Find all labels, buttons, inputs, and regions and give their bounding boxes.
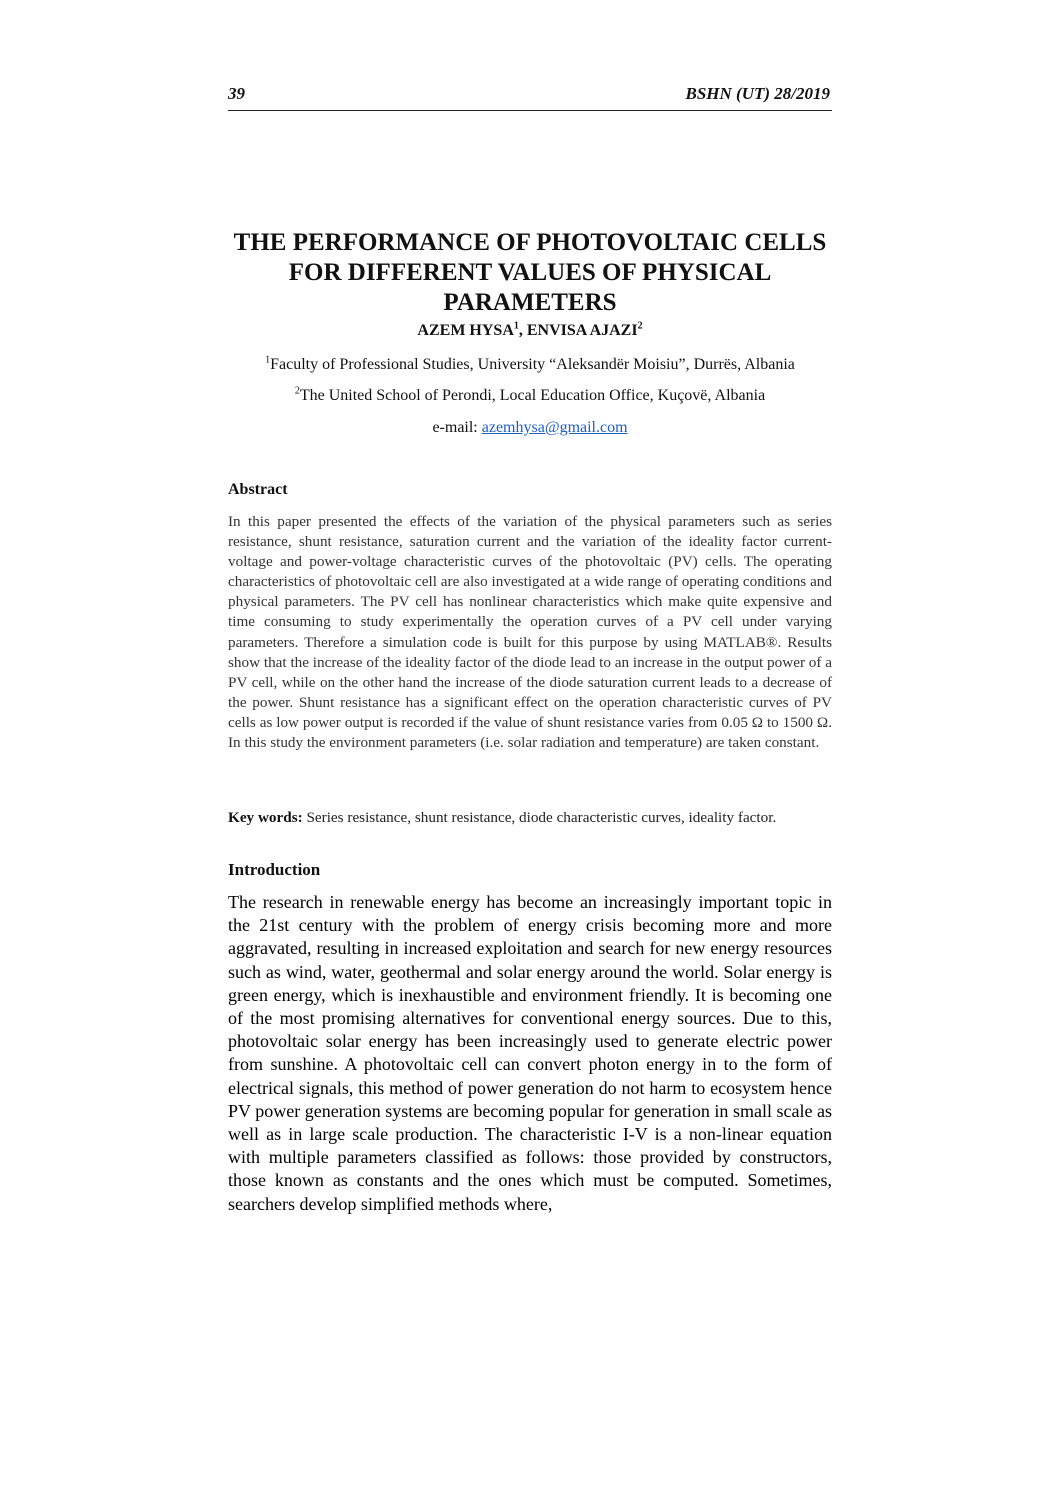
keywords: [228, 808, 832, 829]
running-header: [228, 84, 832, 111]
email-line: [228, 419, 832, 437]
author-separator: ,: [518, 322, 527, 339]
keywords-label: Key words:: [228, 809, 303, 826]
keywords-text: Series resistance, shunt resistance, diode characteristic curves, ideality factor.: [302, 809, 777, 826]
title-line: PARAMETERS: [443, 289, 617, 316]
introduction-body: The research in renewable energy has become an increasingly important topic in the 21st century with the problem of energy crisis becoming more and more aggravated, resulting in increased exploitation and search for new energy resources such as wind, water, geothermal and solar energy around the world. Solar energy is green energy, which is inexhaustible and environment friendly. It is becoming one of the most promising alternatives for conventional energy sources. Due to this, photovoltaic solar energy has been increasingly used to generate electric power from sunshine. A photovoltaic cell can convert photon energy in to the form of electrical signals, this method of power generation do not harm to ecosystem hence PV power generation systems are becoming popular for generation in small scale as well as in large scale production. The characteristic I-V is a non-linear equation with multiple parameters classified as follows: those provided by constructors, those known as constants and the ones which must be computed. Sometimes, searchers develop simplified methods where,: [228, 892, 832, 1214]
email-link[interactable]: azemhysa@gmail.com: [481, 419, 628, 436]
affiliation-mark: 1: [265, 354, 271, 366]
abstract-heading: Abstract: [228, 481, 288, 498]
affiliation-mark: 2: [294, 385, 300, 397]
affiliation: [228, 356, 832, 374]
author-name: ENVISA AJAZI: [526, 322, 638, 339]
paper-title: [228, 228, 832, 318]
abstract-body: In this paper presented the effects of the variation of the physical parameters such as series resistance, shunt resistance, saturation current and the variation of the ideality factor current-voltage and power-voltage characteristic curves of the photovoltaic (PV) cells. The operating characteristics of photovoltaic cell are also investigated at a wide range of operating conditions and physical parameters. The PV cell has nonlinear characteristics which make quite expensive and time consuming to study experimentally the operation curves of a PV cell under varying parameters. Therefore a simulation code is built for this purpose by using MATLAB®. Results show that the increase of the ideality factor of the diode lead to an increase in the output power of a PV cell, while on the other hand the increase of the diode saturation current leads to a decrease of the power. Shunt resistance has a significant effect on the operation characteristic curves of PV cells as low power output is recorded if the value of shunt resistance varies from 0.05 Ω to 1500 Ω. In this study the environment parameters (i.e. solar radiation and temperature) are taken constant.: [228, 513, 832, 752]
affiliation-text: Faculty of Professional Studies, University “Aleksandër Moisiu”, Durrës, Albania: [270, 356, 795, 373]
affiliation: [228, 387, 832, 405]
page-number: 39: [228, 84, 245, 103]
title-line: FOR DIFFERENT VALUES OF PHYSICAL: [288, 259, 772, 286]
journal-reference: BSHN (UT) 28/2019: [685, 84, 830, 103]
email-label: e-mail:: [432, 419, 482, 436]
author-name: AZEM HYSA: [417, 322, 514, 339]
author-affiliation-mark: 2: [637, 320, 643, 332]
author-affiliation-mark: 1: [513, 320, 519, 332]
title-line: THE PERFORMANCE OF PHOTOVOLTAIC CELLS: [233, 229, 827, 256]
introduction-heading: Introduction: [228, 860, 321, 879]
author-list: [228, 322, 832, 340]
affiliation-text: The United School of Perondi, Local Education Office, Kuçovë, Albania: [299, 387, 766, 404]
